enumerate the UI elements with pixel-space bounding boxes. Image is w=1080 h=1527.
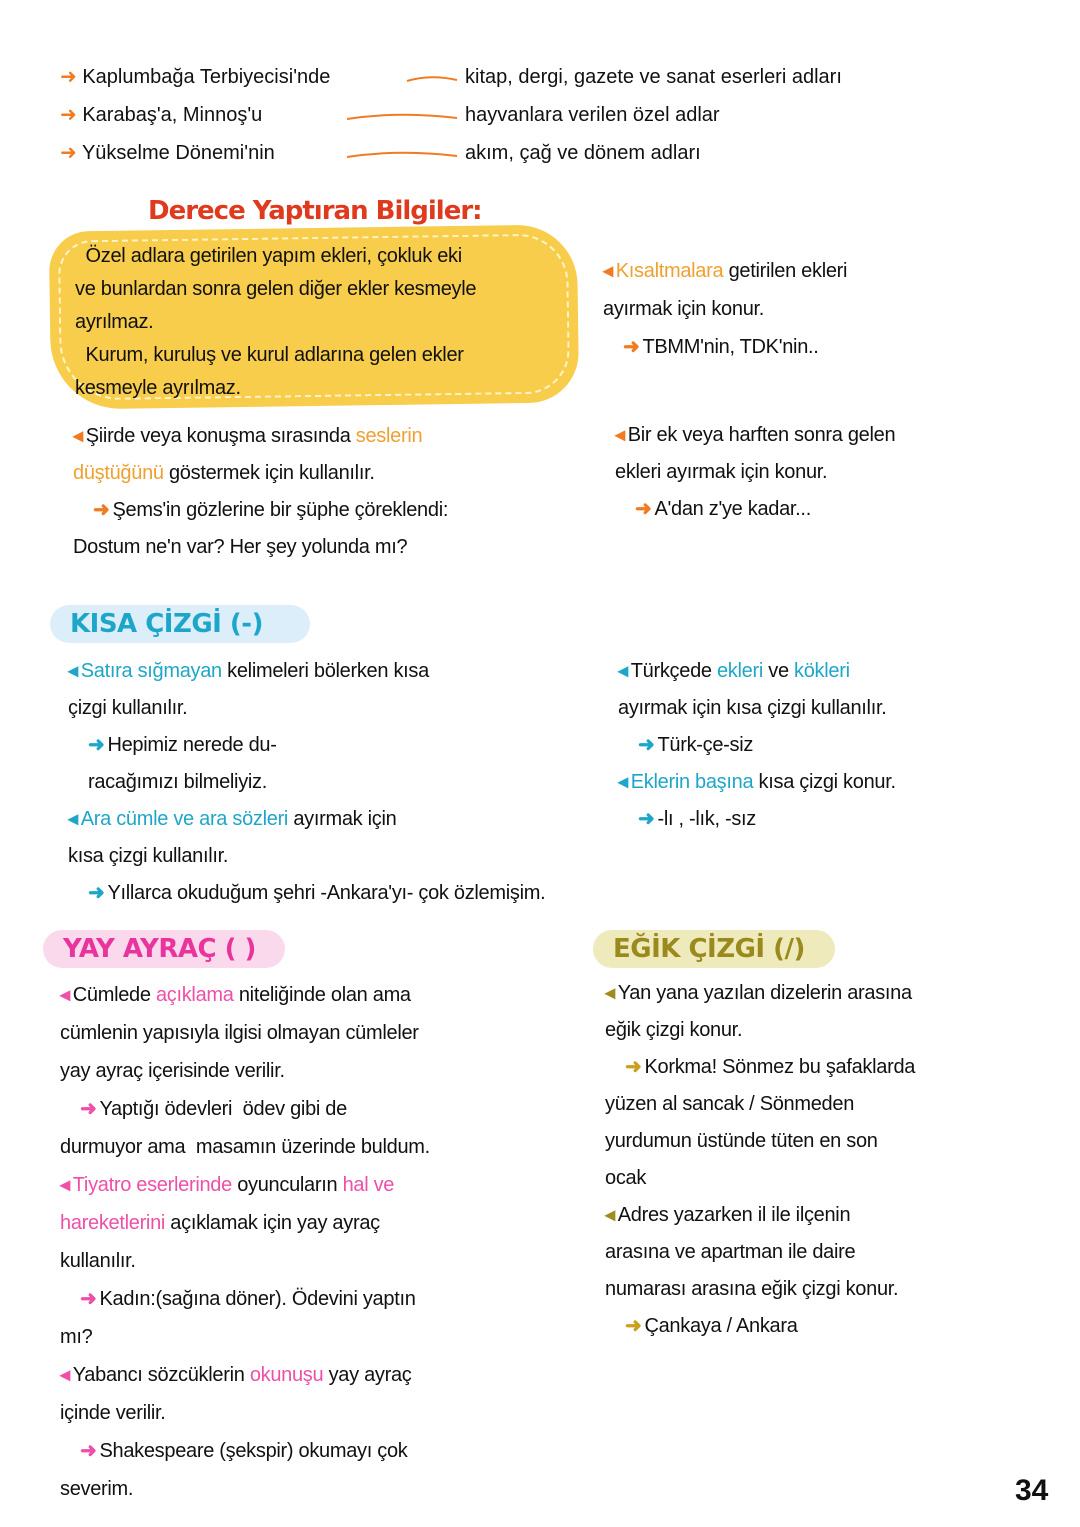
arrow-icon: ➜ [80, 1098, 97, 1120]
text: yurdumun üstünde tüten en son [605, 1130, 878, 1152]
example-left: Kaplumbağa Terbiyecisi'nde [82, 66, 331, 88]
highlighted-text: okunuşu [249, 1364, 324, 1386]
poetry-note [73, 418, 448, 566]
arrow-icon: ➜ [88, 882, 105, 904]
connector-arrow-icon [345, 112, 460, 122]
bullet-icon: ◂ [68, 660, 78, 682]
text-line [68, 838, 545, 875]
text-line [618, 764, 896, 801]
text: cümlenin yapısıyla ilgisi olmayan cümleler [60, 1022, 419, 1044]
text-line [60, 1204, 430, 1242]
kisa-cizgi-left [68, 653, 545, 912]
text: Bir ek veya harften sonra gelen [627, 424, 896, 446]
text-line [605, 1197, 915, 1234]
text: kelimeleri bölerken kısa [221, 660, 429, 682]
text: içinde verilir. [60, 1402, 166, 1424]
text: Şiirde veya konuşma sırasında [85, 425, 356, 447]
text-line [75, 372, 476, 405]
text-line [68, 801, 545, 838]
bullet-icon: ◂ [605, 982, 615, 1004]
bullet-icon: ◂ [60, 1174, 70, 1196]
highlighted-text: Satıra sığmayan [80, 660, 222, 682]
text-line [60, 1394, 430, 1432]
text: A'dan z'ye kadar... [654, 498, 811, 520]
text: ayırmak için [288, 808, 397, 830]
text: kullanılır. [60, 1250, 136, 1272]
page-number: 34 [1015, 1474, 1049, 1507]
text: çizgi kullanılır. [68, 697, 188, 719]
arrow-icon: ➜ [625, 1315, 642, 1337]
text-line [75, 339, 476, 372]
text-line [60, 1128, 430, 1166]
bullet-icon: ◂ [603, 260, 613, 282]
connector-arrow-icon [345, 150, 460, 160]
yay-ayrac-notes [60, 976, 430, 1508]
text-line [605, 1049, 915, 1086]
text-line [60, 1242, 430, 1280]
text: kesmeyle ayrılmaz. [75, 377, 241, 399]
text-line [615, 417, 895, 454]
text-line [73, 455, 448, 492]
text: göstermek için kullanılır. [163, 462, 375, 484]
arrow-icon: ➜ [638, 734, 655, 756]
text: eğik çizgi konur. [605, 1019, 743, 1041]
text: yay ayraç içerisinde verilir. [60, 1060, 285, 1082]
text-line [73, 529, 448, 566]
section-title: Derece Yaptıran Bilgiler: [148, 196, 482, 226]
text-line [60, 1052, 430, 1090]
kisa-cizgi-right [618, 653, 896, 838]
text: Korkma! Sönmez bu şafaklarda [644, 1056, 916, 1078]
text-line [60, 1014, 430, 1052]
text-line [60, 1166, 430, 1204]
text-line [618, 727, 896, 764]
text-line [618, 690, 896, 727]
text: Yan yana yazılan dizelerin arasına [617, 982, 912, 1004]
example-right: akım, çağ ve dönem adları [465, 142, 701, 164]
bullet-icon: ◂ [615, 424, 625, 446]
text: Cümlede [72, 984, 156, 1006]
text: getirilen ekleri [723, 260, 848, 282]
highlighted-text: Eklerin başına [630, 771, 754, 793]
text: numarası arasına eğik çizgi konur. [605, 1278, 899, 1300]
text: Yaptığı ödevleri ödev gibi de [99, 1098, 347, 1120]
text-line [618, 653, 896, 690]
text: ekleri ayırmak için konur. [615, 461, 828, 483]
highlighted-text: seslerin [355, 425, 423, 447]
text: kısa çizgi kullanılır. [68, 845, 229, 867]
text: ocak [605, 1167, 647, 1189]
text: oyuncuların [231, 1174, 343, 1196]
example-row [60, 58, 1060, 96]
text: arasına ve apartman ile daire [605, 1241, 856, 1263]
text-line [605, 1308, 915, 1345]
text-line [603, 252, 847, 290]
bullet-icon: ◂ [60, 984, 70, 1006]
text-line [60, 1280, 430, 1318]
suffix-note [615, 417, 895, 528]
highlighted-text: hal ve [342, 1174, 395, 1196]
text-line [605, 1271, 915, 1308]
bullet-icon: ◂ [618, 771, 628, 793]
text: ayırmak için konur. [603, 298, 765, 320]
text-line [60, 1318, 430, 1356]
text: Şems'in gözlerine bir şüphe çöreklendi: [112, 499, 449, 521]
text: Kadın:(sağına döner). Ödevini yaptın [99, 1288, 416, 1310]
text-line [68, 653, 545, 690]
highlighted-text: açıklama [155, 984, 234, 1006]
connector-arrow-icon [405, 74, 460, 84]
bullet-icon: ◂ [60, 1364, 70, 1386]
example-right: kitap, dergi, gazete ve sanat eserleri adları [465, 66, 842, 88]
text-line [615, 491, 895, 528]
text-line [605, 1012, 915, 1049]
text: TBMM'nin, TDK'nin.. [642, 336, 819, 358]
text: mı? [60, 1326, 93, 1348]
text: Yıllarca okuduğum şehri -Ankara'yı- çok özlemişim. [107, 882, 546, 904]
text: ve [762, 660, 795, 682]
text: yay ayraç [323, 1364, 412, 1386]
text-line [68, 690, 545, 727]
proper-noun-examples-list [60, 58, 1060, 172]
text-line [605, 1234, 915, 1271]
arrow-icon: ➜ [638, 808, 655, 830]
highlighted-text: Ara cümle ve ara sözleri [80, 808, 289, 830]
text-line [73, 418, 448, 455]
text-line [615, 454, 895, 491]
rules-box-text [75, 240, 476, 405]
text: Türkçede [630, 660, 717, 682]
text-line [60, 1090, 430, 1128]
highlighted-text: ekleri [716, 660, 763, 682]
arrow-icon: ➜ [60, 142, 77, 164]
arrow-icon: ➜ [635, 498, 652, 520]
heading-yay-ayrac: YAY AYRAÇ ( ) [43, 930, 285, 968]
text: Shakespeare (şekspir) okumayı çok [99, 1440, 408, 1462]
text: Türk-çe-siz [657, 734, 754, 756]
heading-kisa-cizgi: KISA ÇİZGİ (-) [50, 605, 310, 643]
arrow-icon: ➜ [625, 1056, 642, 1078]
abbreviation-note [603, 252, 847, 366]
text: durmuyor ama masamın üzerinde buldum. [60, 1136, 430, 1158]
text: Kurum, kuruluş ve kurul adlarına gelen ekler [75, 344, 464, 366]
arrow-icon: ➜ [93, 499, 110, 521]
text: açıklamak için yay ayraç [165, 1212, 380, 1234]
text-line [60, 1470, 430, 1508]
heading-egik-cizgi: EĞİK ÇİZGİ (/) [593, 930, 835, 968]
text: kısa çizgi konur. [753, 771, 896, 793]
bullet-icon: ◂ [618, 660, 628, 682]
text: ayırmak için kısa çizgi kullanılır. [618, 697, 887, 719]
text: ayrılmaz. [75, 311, 154, 333]
text-line [603, 328, 847, 366]
text: Yabancı sözcüklerin [72, 1364, 250, 1386]
text-line [73, 492, 448, 529]
text-line [603, 290, 847, 328]
highlighted-text: hareketlerini [60, 1212, 166, 1234]
arrow-icon: ➜ [60, 104, 77, 126]
arrow-icon: ➜ [80, 1288, 97, 1310]
example-left: Karabaş'a, Minnoş'u [82, 104, 263, 126]
text: Adres yazarken il ile ilçenin [617, 1204, 851, 1226]
highlighted-text: Tiyatro eserlerinde [72, 1174, 232, 1196]
text: Özel adlara getirilen yapım ekleri, çokluk eki [75, 245, 462, 267]
bullet-icon: ◂ [73, 425, 83, 447]
text-line [605, 1086, 915, 1123]
text-line [68, 875, 545, 912]
text-line [68, 727, 545, 764]
arrow-icon: ➜ [623, 336, 640, 358]
highlighted-text: Kısaltmalara [615, 260, 724, 282]
arrow-icon: ➜ [80, 1440, 97, 1462]
highlighted-text: düştüğünü [73, 462, 164, 484]
text-line [618, 801, 896, 838]
text: racağımızı bilmeliyiz. [88, 771, 267, 793]
text-line [605, 975, 915, 1012]
text-line [605, 1160, 915, 1197]
text-line [605, 1123, 915, 1160]
bullet-icon: ◂ [605, 1204, 615, 1226]
example-right: hayvanlara verilen özel adlar [465, 104, 720, 126]
text-line [60, 1432, 430, 1470]
example-row [60, 134, 1060, 172]
text: severim. [60, 1478, 134, 1500]
egik-cizgi-notes [605, 975, 915, 1345]
arrow-icon: ➜ [60, 66, 77, 88]
arrow-icon: ➜ [88, 734, 105, 756]
text-line [75, 273, 476, 306]
text-line [60, 1356, 430, 1394]
text: ve bunlardan sonra gelen diğer ekler kesmeyle [75, 278, 477, 300]
text-line [68, 764, 545, 801]
text: Hepimiz nerede du- [107, 734, 277, 756]
text-line [75, 240, 476, 273]
highlighted-text: kökleri [794, 660, 850, 682]
text: niteliğinde olan ama [233, 984, 411, 1006]
text: -lı , -lık, -sız [657, 808, 756, 830]
text: Dostum ne'n var? Her şey yolunda mı? [73, 536, 408, 558]
example-row [60, 96, 1060, 134]
text: yüzen al sancak / Sönmeden [605, 1093, 855, 1115]
example-left: Yükselme Dönemi'nin [81, 142, 275, 164]
text-line [60, 976, 430, 1014]
bullet-icon: ◂ [68, 808, 78, 830]
text: Çankaya / Ankara [644, 1315, 798, 1337]
text-line [75, 306, 476, 339]
